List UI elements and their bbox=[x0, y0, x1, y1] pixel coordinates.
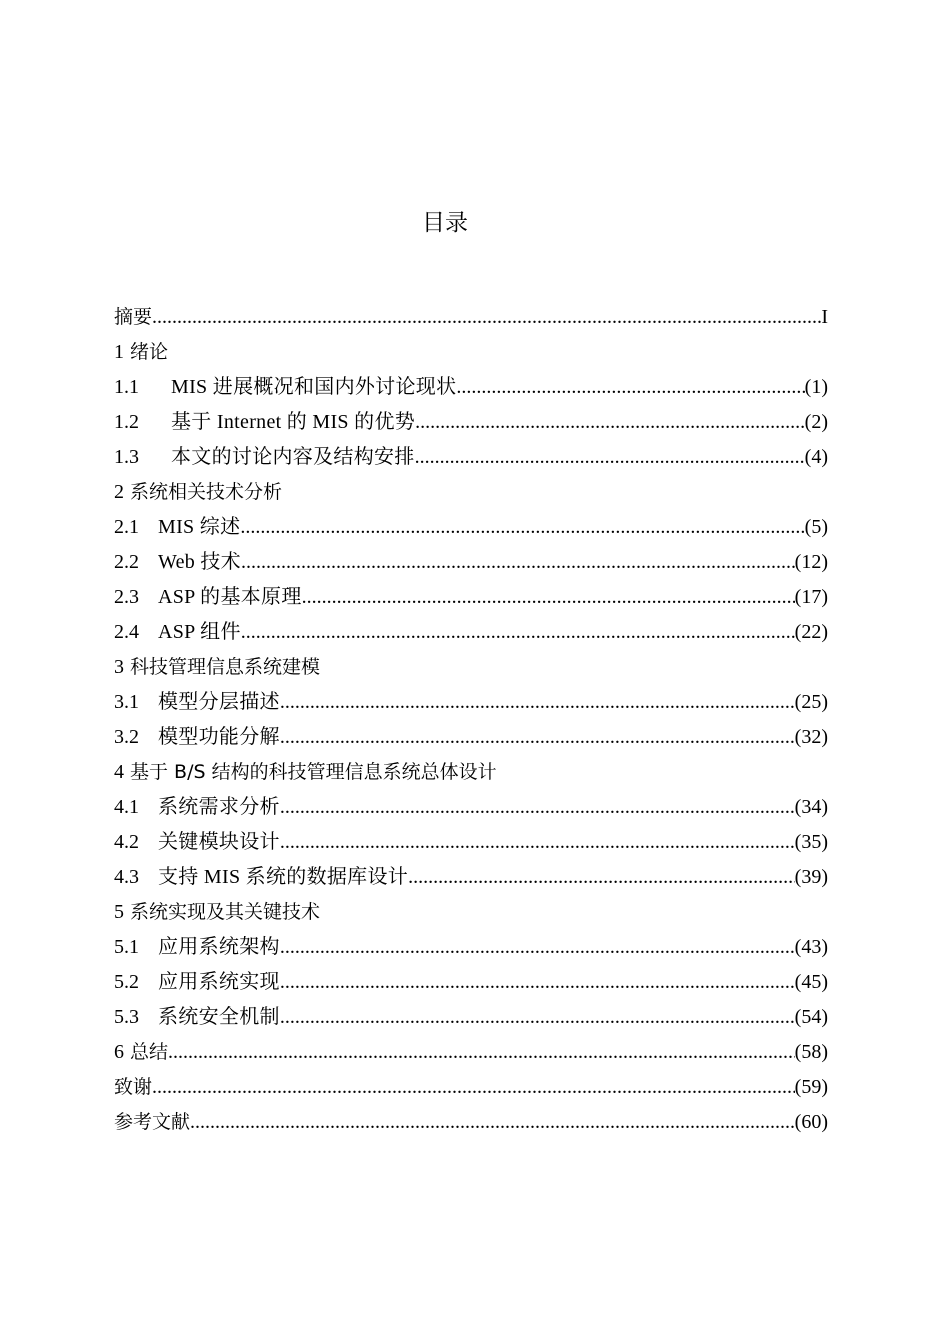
toc-entry[interactable] bbox=[114, 404, 828, 439]
toc-entry-page: I bbox=[821, 305, 828, 328]
toc-entry[interactable] bbox=[114, 439, 828, 474]
toc-entry-page: (25) bbox=[794, 690, 828, 713]
toc-entry-page: (60) bbox=[794, 1110, 828, 1133]
toc-entry-title: ASP 组件 bbox=[158, 620, 241, 643]
toc-entry[interactable] bbox=[114, 684, 828, 719]
toc-entry[interactable] bbox=[114, 824, 828, 859]
toc-leader-dots bbox=[280, 795, 795, 819]
toc-entry-title: 支持 MIS 系统的数据库设计 bbox=[158, 865, 409, 888]
toc-entry-page: (2) bbox=[804, 410, 828, 433]
toc-entry-number: 5 bbox=[114, 900, 124, 923]
toc-leader-dots bbox=[241, 620, 795, 644]
toc-entry-title: 系统安全机制 bbox=[158, 1005, 280, 1028]
toc-entry-number: 1 bbox=[114, 340, 124, 363]
toc-entry[interactable] bbox=[114, 1069, 828, 1104]
toc-leader-dots bbox=[302, 585, 795, 609]
toc-entry-number: 3.2 bbox=[114, 725, 139, 748]
table-of-contents bbox=[114, 299, 828, 1139]
toc-entry-number: 4.2 bbox=[114, 830, 139, 853]
toc-entry-title: 模型功能分解 bbox=[158, 725, 280, 748]
toc-entry-title: MIS 综述 bbox=[158, 515, 241, 538]
toc-entry-title: 基于 Internet 的 MIS 的优势 bbox=[171, 410, 416, 433]
toc-entry-page: (54) bbox=[794, 1005, 828, 1028]
toc-entry[interactable] bbox=[114, 1104, 828, 1139]
toc-entry-page: (34) bbox=[794, 795, 828, 818]
toc-entry-number: 1.3 bbox=[114, 445, 139, 468]
toc-leader-dots bbox=[152, 1075, 795, 1099]
toc-entry-page: (5) bbox=[804, 515, 828, 538]
toc-leader-dots bbox=[280, 830, 795, 854]
toc-entry-page: (4) bbox=[804, 445, 828, 468]
toc-entry-number: 3 bbox=[114, 655, 124, 678]
toc-entry[interactable] bbox=[114, 964, 828, 999]
toc-leader-dots bbox=[280, 970, 795, 994]
toc-entry-number: 3.1 bbox=[114, 690, 139, 713]
toc-entry-page: (39) bbox=[794, 865, 828, 888]
toc-leader-dots bbox=[152, 305, 821, 329]
toc-entry[interactable] bbox=[114, 369, 828, 404]
toc-entry-number: 4 bbox=[114, 760, 124, 783]
toc-leader-dots bbox=[415, 445, 805, 469]
toc-entry[interactable] bbox=[114, 614, 828, 649]
toc-entry-title: ASP 的基本原理 bbox=[158, 585, 302, 608]
toc-entry-page: (59) bbox=[794, 1075, 828, 1098]
toc-entry[interactable] bbox=[114, 859, 828, 894]
page-title: 目录 bbox=[422, 210, 468, 236]
toc-leader-dots bbox=[280, 1005, 795, 1029]
toc-entry-number: 1.1 bbox=[114, 375, 139, 398]
toc-entry-number: 2.4 bbox=[114, 620, 139, 643]
toc-entry-title: 总结 bbox=[130, 1040, 169, 1063]
toc-entry-title: 模型分层描述 bbox=[158, 690, 280, 713]
toc-entry-number: 4.3 bbox=[114, 865, 139, 888]
toc-entry[interactable] bbox=[114, 894, 828, 929]
toc-entry[interactable] bbox=[114, 719, 828, 754]
toc-entry-number: 2.3 bbox=[114, 585, 139, 608]
toc-entry-title: MIS 进展概况和国内外讨论现状 bbox=[171, 375, 457, 398]
toc-entry-title: 科技管理信息系统建模 bbox=[130, 655, 321, 678]
toc-leader-dots bbox=[456, 375, 804, 399]
toc-leader-dots bbox=[240, 515, 804, 539]
toc-entry-title: 本文的讨论内容及结构安排 bbox=[171, 445, 415, 468]
toc-entry-page: (35) bbox=[794, 830, 828, 853]
toc-entry-number: 1.2 bbox=[114, 410, 139, 433]
toc-entry-number: 5.3 bbox=[114, 1005, 139, 1028]
toc-leader-dots bbox=[280, 935, 795, 959]
toc-entry-page: (17) bbox=[794, 585, 828, 608]
toc-entry-title: 系统相关技术分析 bbox=[130, 480, 283, 503]
toc-entry-number: 2.2 bbox=[114, 550, 139, 573]
toc-entry-number: 5.2 bbox=[114, 970, 139, 993]
toc-leader-dots bbox=[415, 410, 805, 434]
toc-leader-dots bbox=[280, 725, 795, 749]
toc-entry[interactable] bbox=[114, 789, 828, 824]
toc-leader-dots bbox=[190, 1110, 795, 1134]
toc-entry-number: 2 bbox=[114, 480, 124, 503]
toc-entry-page: (43) bbox=[794, 935, 828, 958]
toc-entry[interactable] bbox=[114, 1034, 828, 1069]
toc-leader-dots bbox=[280, 690, 795, 714]
toc-entry-page: (22) bbox=[794, 620, 828, 643]
toc-entry[interactable] bbox=[114, 334, 828, 369]
toc-entry[interactable] bbox=[114, 579, 828, 614]
toc-entry[interactable] bbox=[114, 999, 828, 1034]
toc-entry-title: 系统实现及其关键技术 bbox=[130, 900, 321, 923]
toc-entry[interactable] bbox=[114, 929, 828, 964]
toc-entry-title: 摘要 bbox=[114, 305, 153, 328]
toc-entry-number: 6 bbox=[114, 1040, 124, 1063]
toc-leader-dots bbox=[168, 1040, 795, 1064]
toc-entry[interactable] bbox=[114, 509, 828, 544]
toc-entry[interactable] bbox=[114, 649, 828, 684]
toc-leader-dots bbox=[408, 865, 795, 889]
toc-entry-title: 应用系统实现 bbox=[158, 970, 280, 993]
toc-entry-title: 应用系统架构 bbox=[158, 935, 280, 958]
toc-leader-dots bbox=[241, 550, 795, 574]
toc-entry-number: 4.1 bbox=[114, 795, 139, 818]
toc-entry[interactable] bbox=[114, 474, 828, 509]
toc-entry-title: 关键模块设计 bbox=[158, 830, 280, 853]
toc-entry-title: 致谢 bbox=[114, 1075, 153, 1098]
toc-entry-title: 绪论 bbox=[130, 340, 169, 363]
toc-entry[interactable] bbox=[114, 544, 828, 579]
toc-entry-page: (45) bbox=[794, 970, 828, 993]
toc-entry-number: 5.1 bbox=[114, 935, 139, 958]
toc-entry-page: (12) bbox=[794, 550, 828, 573]
toc-entry-title: 参考文献 bbox=[114, 1110, 191, 1133]
toc-entry-title: 基于 B/S 结构的科技管理信息系统总体设计 bbox=[130, 760, 497, 783]
toc-entry-number: 2.1 bbox=[114, 515, 139, 538]
toc-entry-page: (32) bbox=[794, 725, 828, 748]
toc-entry[interactable] bbox=[114, 299, 828, 334]
toc-entry[interactable] bbox=[114, 754, 828, 789]
toc-entry-title: 系统需求分析 bbox=[158, 795, 280, 818]
toc-entry-page: (58) bbox=[794, 1040, 828, 1063]
toc-entry-title: Web 技术 bbox=[158, 550, 241, 573]
toc-entry-page: (1) bbox=[804, 375, 828, 398]
